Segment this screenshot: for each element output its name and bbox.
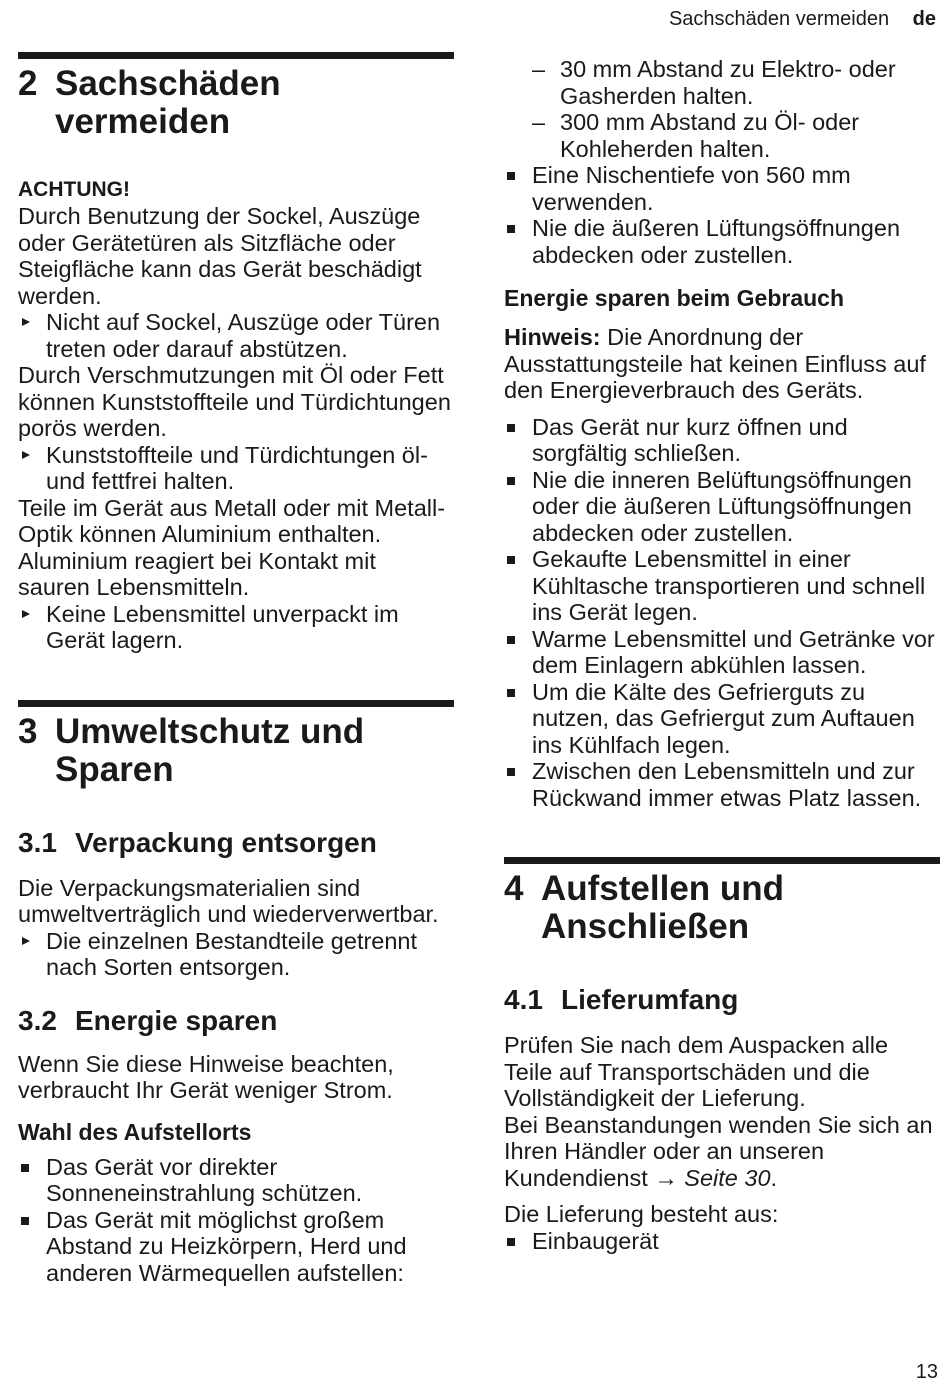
- wahl-item-1: Das Gerät vor direkter Sonneneinstrahlung schützen.: [18, 1154, 454, 1207]
- wahl-heading: Wahl des Aufstellorts: [18, 1118, 252, 1145]
- wahl-more-list: [504, 162, 940, 268]
- section-4-1-title: Lieferumfang: [561, 984, 739, 1015]
- reference-end: .: [770, 1164, 778, 1191]
- delivery-item-1: Einbaugerät: [504, 1228, 940, 1255]
- section-4-1-paragraph-2: [504, 1112, 940, 1192]
- section-2-rule: [18, 52, 454, 59]
- section-3-rule: [18, 700, 454, 707]
- warning-paragraph-2: Durch Verschmutzungen mit Öl oder Fett können Kunststoffteile und Türdichtungen porös werden.: [18, 362, 451, 441]
- section-4-title: Aufstellen und Anschließen: [541, 869, 785, 946]
- page-header: [669, 8, 936, 31]
- section-2-heading: [18, 65, 454, 141]
- section-3-2-title: Energie sparen: [75, 1004, 278, 1036]
- warning-action-2: Kunststoffteile und Türdichtungen öl- und fettfrei halten.: [18, 442, 454, 495]
- warning-action-list-1: [18, 309, 454, 362]
- wahl-more-item-2: Nie die äußeren Lüftungsöffnungen abdecken oder zustellen.: [504, 215, 940, 268]
- section-3-heading: [18, 713, 454, 789]
- warning-action-3: Keine Lebensmittel unverpackt im Gerät lagern.: [18, 601, 454, 654]
- section-4-1-paragraph-1: Prüfen Sie nach dem Auspacken alle Teile auf Transportschäden und die Vollständigkeit der Lieferung.: [504, 1032, 889, 1111]
- section-3-2-paragraph: Wenn Sie diese Hinweise beachten, verbraucht Ihr Gerät weniger Strom.: [18, 1050, 394, 1103]
- gebrauch-item-4: Warme Lebensmittel und Getränke vor dem Einlagern abkühlen lassen.: [504, 626, 940, 679]
- warning-paragraph-1: Durch Benutzung der Sockel, Auszüge oder Gerätetüren als Sitzfläche oder Steigfläche kann das Gerät beschädigt werden.: [18, 203, 422, 309]
- right-column: [504, 56, 940, 1254]
- wahl-item-2: Das Gerät mit möglichst großem Abstand zu Heizkörpern, Herd und anderen Wärmequellen aufstellen:: [18, 1207, 454, 1287]
- left-column: [18, 52, 454, 1286]
- section-4-heading: [504, 870, 940, 946]
- wahl-more-item-1: Eine Nischentiefe von 560 mm verwenden.: [504, 162, 940, 215]
- section-4-number: 4: [504, 869, 524, 908]
- section-3-2-number: 3.2: [18, 1004, 57, 1036]
- section-2-number: 2: [18, 64, 38, 103]
- distance-list: [504, 56, 940, 162]
- hinweis-label: Hinweis:: [504, 324, 601, 350]
- distance-item-2: – 300 mm Abstand zu Öl- oder Kohleherden halten.: [504, 109, 940, 162]
- gebrauch-item-2: Nie die inneren Belüftungsöffnungen oder die äußeren Lüftungsöffnungen abdecken oder zustellen.: [504, 467, 940, 547]
- section-3-number: 3: [18, 711, 38, 751]
- section-3-1-title: Verpackung entsorgen: [75, 826, 377, 858]
- section-4-rule: [504, 857, 940, 864]
- section-2-title: Sachschäden vermeiden: [55, 64, 281, 141]
- reference-arrow-icon: →: [654, 1164, 678, 1191]
- section-3-title: Umweltschutz und Sparen: [55, 711, 365, 789]
- section-3-1-number: 3.1: [18, 826, 57, 858]
- wahl-list: [18, 1154, 454, 1287]
- delivery-list: [504, 1228, 940, 1255]
- section-4-1-heading: [504, 984, 940, 1016]
- header-language: de: [912, 8, 936, 30]
- page-reference-link[interactable]: Seite 30: [684, 1164, 771, 1191]
- gebrauch-item-6: Zwischen den Lebensmitteln und zur Rückwand immer etwas Platz lassen.: [504, 758, 940, 811]
- gebrauch-item-3: Gekaufte Lebensmittel in einer Kühltasche transportieren und schnell ins Gerät legen.: [504, 546, 940, 626]
- hinweis-text: Die Anordnung der Ausstattungsteile hat keinen Einfluss auf den Energieverbrauch des Geräts.: [504, 324, 926, 403]
- page-number: 13: [915, 1361, 938, 1383]
- gebrauch-heading: Energie sparen beim Gebrauch: [504, 285, 845, 311]
- section-3-1-paragraph: Die Verpackungsmaterialien sind umweltverträglich und wiederverwertbar.: [18, 874, 439, 927]
- gebrauch-list: [504, 414, 940, 812]
- section-3-2-heading: [18, 1005, 454, 1037]
- warning-action-list-3: [18, 601, 454, 654]
- section-4-1-paragraph-3: Die Lieferung besteht aus:: [504, 1201, 779, 1227]
- section-4-1-paragraph-2-text: Bei Beanstandungen wenden Sie sich an Ihren Händler oder an unseren Kundendienst: [504, 1111, 933, 1191]
- gebrauch-item-5: Um die Kälte des Gefrierguts zu nutzen, das Gefriergut zum Auftauen ins Kühlfach legen.: [504, 679, 940, 759]
- section-3-1-heading: [18, 827, 454, 859]
- warning-label: ACHTUNG!: [18, 178, 130, 201]
- section-3-1-action: Die einzelnen Bestandteile getrennt nach Sorten entsorgen.: [18, 928, 454, 981]
- warning-paragraph-3: Teile im Gerät aus Metall oder mit Metall-Optik können Aluminium enthalten. Aluminium reagiert bei Kontakt mit sauren Lebensmitteln.: [18, 494, 446, 600]
- warning-action-list-2: [18, 442, 454, 495]
- section-3-1-action-list: [18, 928, 454, 981]
- header-title: Sachschäden vermeiden: [668, 8, 890, 30]
- gebrauch-item-1: Das Gerät nur kurz öffnen und sorgfältig schließen.: [504, 414, 940, 467]
- warning-action-1: Nicht auf Sockel, Auszüge oder Türen treten oder darauf abstützen.: [18, 309, 454, 362]
- distance-item-1: – 30 mm Abstand zu Elektro- oder Gasherden halten.: [504, 56, 940, 109]
- hinweis-paragraph: [504, 324, 940, 404]
- section-4-1-number: 4.1: [504, 984, 543, 1015]
